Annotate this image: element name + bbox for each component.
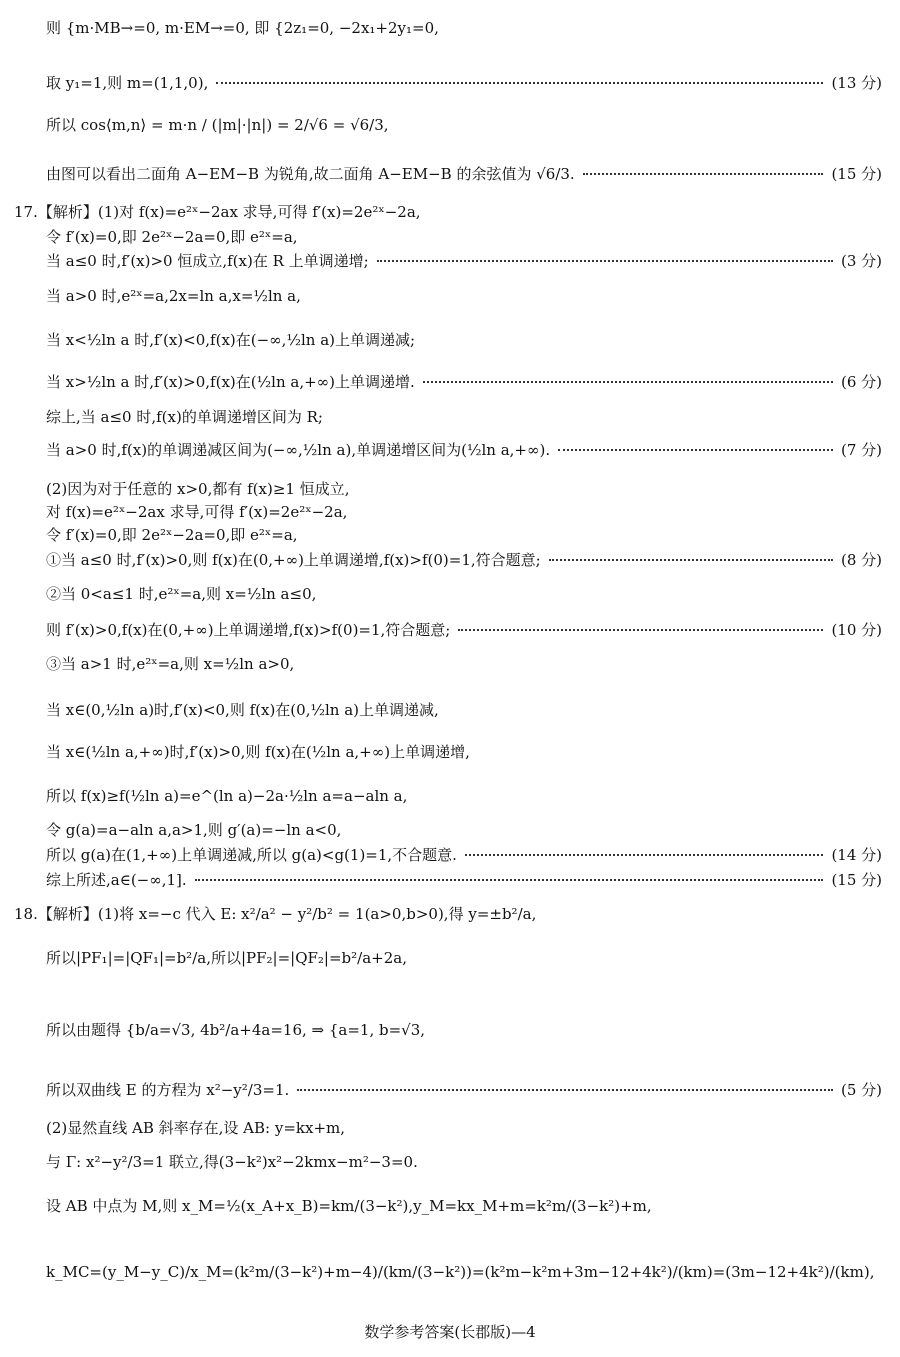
score-label: (6 分) [840, 373, 882, 391]
text-line: 所以 cos⟨m,n⟩ = m·n / (|m|·|n|) = 2/√6 = √6/3, [46, 116, 389, 134]
line-text: 当 a≤0 时,f′(x)>0 恒成立,f(x)在 R 上单调递增; [46, 252, 369, 270]
text-line: (2)因为对于任意的 x>0,都有 f(x)≥1 恒成立, [46, 480, 350, 498]
score-label: (10 分) [831, 621, 882, 639]
leader-dots [583, 173, 824, 175]
line-text: 所以双曲线 E 的方程为 x²−y²/3=1. [46, 1081, 290, 1099]
text-line: 所以由题得 {b/a=√3, 4b²/a+4a=16, ⇒ {a=1, b=√3, [46, 1021, 426, 1039]
line-text: 综上所述,a∈(−∞,1]. [46, 871, 187, 889]
line-text: 当 a>0 时,f(x)的单调递减区间为(−∞,½ln a),单调递增区间为(½ln a,+∞). [46, 441, 551, 459]
text-line [46, 620, 882, 640]
score-label: (13 分) [831, 74, 882, 92]
text-line [46, 372, 882, 392]
leader-dots [377, 260, 833, 262]
text-line [46, 870, 882, 890]
line-text: 由图可以看出二面角 A−EM−B 为锐角,故二面角 A−EM−B 的余弦值为 √6/3. [46, 165, 575, 183]
text-line: 17.【解析】(1)对 f(x)=e²ˣ−2ax 求导,可得 f′(x)=2e²ˣ−2a, [14, 203, 421, 221]
score-label: (3 分) [840, 252, 882, 270]
text-line: 所以|PF₁|=|QF₁|=b²/a,所以|PF₂|=|QF₂|=b²/a+2a, [46, 949, 407, 967]
line-text: 则 f′(x)>0,f(x)在(0,+∞)上单调递增,f(x)>f(0)=1,符合题意; [46, 621, 451, 639]
leader-dots [297, 1089, 833, 1091]
leader-dots [423, 381, 833, 383]
leader-dots [195, 879, 824, 881]
text-line: 所以 f(x)≥f(½ln a)=e^(ln a)−2a·½ln a=a−aln a, [46, 787, 408, 805]
text-line [46, 164, 882, 184]
text-line: ③当 a>1 时,e²ˣ=a,则 x=½ln a>0, [46, 655, 295, 673]
text-line: 18.【解析】(1)将 x=−c 代入 E: x²/a² − y²/b² = 1(a>0,b>0),得 y=±b²/a, [14, 905, 537, 923]
text-line [46, 1080, 882, 1100]
score-label: (15 分) [831, 871, 882, 889]
line-text: 所以 g(a)在(1,+∞)上单调递减,所以 g(a)<g(1)=1,不合题意. [46, 846, 457, 864]
text-line: ②当 0<a≤1 时,e²ˣ=a,则 x=½ln a≤0, [46, 585, 317, 603]
text-line: 当 x∈(½ln a,+∞)时,f′(x)>0,则 f(x)在(½ln a,+∞)上单调递增, [46, 743, 470, 761]
text-line: 综上,当 a≤0 时,f(x)的单调递增区间为 R; [46, 408, 323, 426]
score-label: (7 分) [840, 441, 882, 459]
text-line [46, 440, 882, 460]
leader-dots [558, 449, 833, 451]
text-line [46, 73, 882, 93]
text-line: 令 f′(x)=0,即 2e²ˣ−2a=0,即 e²ˣ=a, [46, 526, 298, 544]
line-text: 当 x>½ln a 时,f′(x)>0,f(x)在(½ln a,+∞)上单调递增. [46, 373, 415, 391]
score-label: (5 分) [840, 1081, 882, 1099]
text-line: 当 x∈(0,½ln a)时,f′(x)<0,则 f(x)在(0,½ln a)上单调递减, [46, 701, 439, 719]
text-line: 设 AB 中点为 M,则 x_M=½(x_A+x_B)=km/(3−k²),y_M=kx_M+m=k²m/(3−k²)+m, [46, 1197, 652, 1215]
leader-dots [549, 559, 833, 561]
line-text: ①当 a≤0 时,f′(x)>0,则 f(x)在(0,+∞)上单调递增,f(x)>f(0)=1,符合题意; [46, 551, 541, 569]
leader-dots [458, 629, 823, 631]
text-line: 与 Γ: x²−y²/3=1 联立,得(3−k²)x²−2kmx−m²−3=0. [46, 1153, 418, 1171]
leader-dots [465, 854, 823, 856]
text-line: 令 g(a)=a−aln a,a>1,则 g′(a)=−ln a<0, [46, 821, 342, 839]
text-line [46, 550, 882, 570]
text-line: 则 {m·MB→=0, m·EM→=0, 即 {2z₁=0, −2x₁+2y₁=0, [46, 19, 439, 37]
leader-dots [216, 82, 823, 84]
text-line: (2)显然直线 AB 斜率存在,设 AB: y=kx+m, [46, 1119, 346, 1137]
line-text: 取 y₁=1,则 m=(1,1,0), [46, 74, 209, 92]
score-label: (14 分) [831, 846, 882, 864]
text-line: 当 x<½ln a 时,f′(x)<0,f(x)在(−∞,½ln a)上单调递减; [46, 331, 416, 349]
text-line: k_MC=(y_M−y_C)/x_M=(k²m/(3−k²)+m−4)/(km/(3−k²))=(k²m−k²m+3m−12+4k²)/(km)=(3m−12+4k²)/(km), [46, 1263, 875, 1281]
score-label: (8 分) [840, 551, 882, 569]
text-line: 当 a>0 时,e²ˣ=a,2x=ln a,x=½ln a, [46, 287, 301, 305]
score-label: (15 分) [831, 165, 882, 183]
text-line: 对 f(x)=e²ˣ−2ax 求导,可得 f′(x)=2e²ˣ−2a, [46, 503, 348, 521]
page-footer: 数学参考答案(长郡版)—4 [364, 1323, 536, 1341]
text-line [46, 251, 882, 271]
text-line: 令 f′(x)=0,即 2e²ˣ−2a=0,即 e²ˣ=a, [46, 228, 298, 246]
text-line [46, 845, 882, 865]
